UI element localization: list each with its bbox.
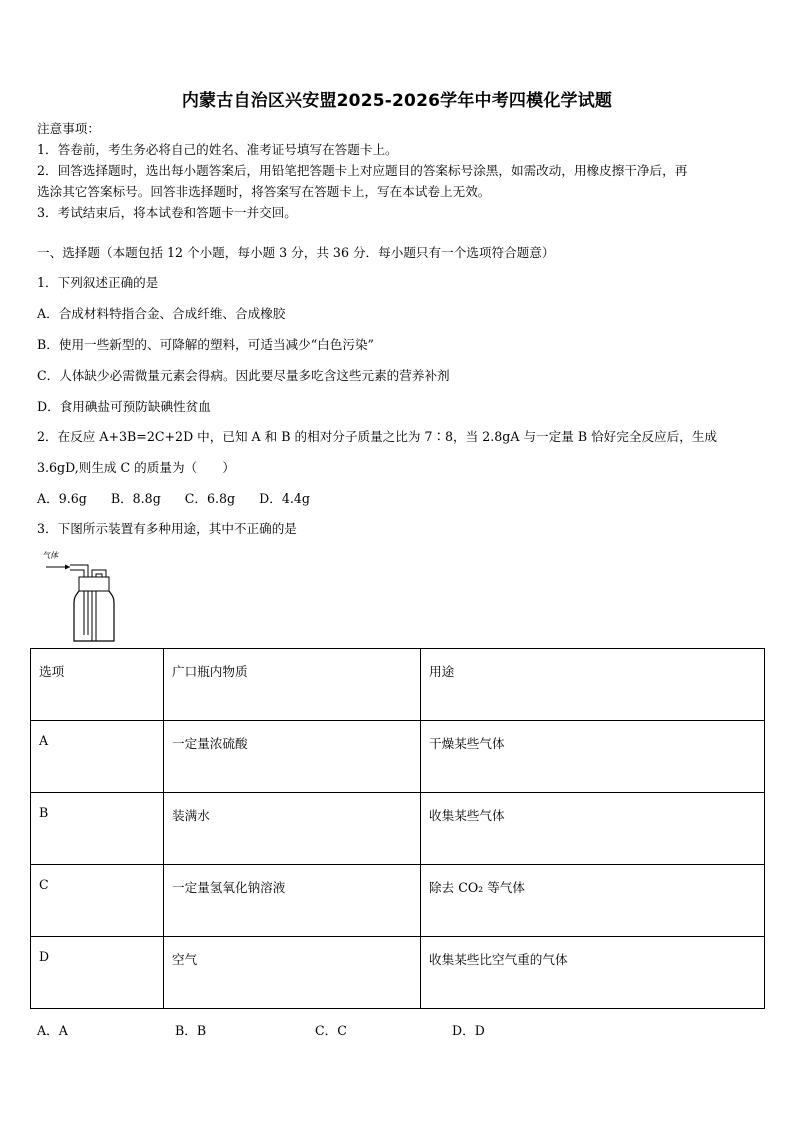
question-1-option-a: A．合成材料特指合金、合成纤维、合成橡胶 bbox=[37, 306, 286, 321]
gas-washing-bottle-figure bbox=[40, 549, 120, 645]
question-3-option-d: D．D bbox=[452, 1023, 485, 1038]
notice-item: 3．考试结束后，将本试卷和答题卡一并交回。 bbox=[37, 205, 297, 220]
table-row bbox=[31, 721, 765, 793]
table-header-cell: 用途 bbox=[421, 649, 765, 721]
question-1-option-b: B．使用一些新型的、可降解的塑料，可适当减少“白色污染” bbox=[37, 337, 374, 352]
figure-label: 气体 bbox=[42, 551, 58, 560]
notice-heading: 注意事项： bbox=[37, 121, 100, 136]
table-header-cell: 广口瓶内物质 bbox=[164, 649, 421, 721]
gas-bottle-icon bbox=[40, 549, 120, 645]
table-header-row bbox=[31, 649, 765, 721]
table-cell: A bbox=[31, 721, 164, 793]
question-2-option-a: A．9.6g bbox=[37, 491, 87, 506]
table-cell: C bbox=[31, 865, 164, 937]
question-3-table bbox=[30, 648, 764, 1009]
table-cell: B bbox=[31, 793, 164, 865]
question-2-stem-cont: 3.6gD,则生成 C 的质量为（ ） bbox=[37, 460, 235, 475]
table-cell: 除去 CO₂ 等气体 bbox=[421, 865, 765, 937]
question-3-option-b: B．B bbox=[175, 1023, 207, 1038]
table-cell: 收集某些气体 bbox=[421, 793, 765, 865]
table-cell: 一定量浓硫酸 bbox=[164, 721, 421, 793]
table-row bbox=[31, 793, 765, 865]
table-cell: 一定量氢氧化钠溶液 bbox=[164, 865, 421, 937]
question-3-option-a: A．A bbox=[37, 1023, 68, 1038]
page-title: 内蒙古自治区兴安盟2025-2026学年中考四模化学试题 bbox=[181, 91, 613, 111]
question-3-stem: 3．下图所示装置有多种用途，其中不正确的是 bbox=[37, 521, 297, 536]
table-header-cell: 选项 bbox=[31, 649, 164, 721]
table-cell: 收集某些比空气重的气体 bbox=[421, 937, 765, 1009]
table-cell: 干燥某些气体 bbox=[421, 721, 765, 793]
notice-item: 2．回答选择题时，选出每小题答案后，用铅笔把答题卡上对应题目的答案标号涂黑，如需改动，用橡皮擦干净后，再 bbox=[37, 163, 688, 178]
question-2-option-d: D．4.4g bbox=[259, 491, 310, 506]
table-cell: 空气 bbox=[164, 937, 421, 1009]
question-2-option-b: B．8.8g bbox=[110, 491, 161, 506]
question-2-options bbox=[37, 491, 310, 507]
question-2-option-c: C．6.8g bbox=[184, 491, 236, 506]
notice-item: 1．答卷前，考生务必将自己的姓名、准考证号填写在答题卡上。 bbox=[37, 142, 398, 157]
question-1-option-d: D．食用碘盐可预防缺碘性贫血 bbox=[37, 399, 211, 414]
question-2-stem: 2．在反应 A+3B=2C+2D 中，已知 A 和 B 的相对分子质量之比为 7∶8，当 2.8gA 与一定量 B 恰好完全反应后，生成 bbox=[37, 429, 718, 444]
table-cell: 装满水 bbox=[164, 793, 421, 865]
section-heading: 一、选择题（本题包括 12 个小题，每小题 3 分，共 36 分．每小题只有一个选项符合题意） bbox=[37, 245, 555, 260]
question-1-stem: 1．下列叙述正确的是 bbox=[37, 275, 159, 290]
question-1-option-c: C．人体缺少必需微量元素会得病。因此要尽量多吃含这些元素的营养补剂 bbox=[37, 368, 450, 383]
table-cell: D bbox=[31, 937, 164, 1009]
question-3-option-c: C．C bbox=[315, 1023, 347, 1038]
notice-item: 选涂其它答案标号。回答非选择题时，将答案写在答题卡上，写在本试卷上无效。 bbox=[37, 184, 491, 199]
table-row bbox=[31, 865, 765, 937]
table-row bbox=[31, 937, 765, 1009]
